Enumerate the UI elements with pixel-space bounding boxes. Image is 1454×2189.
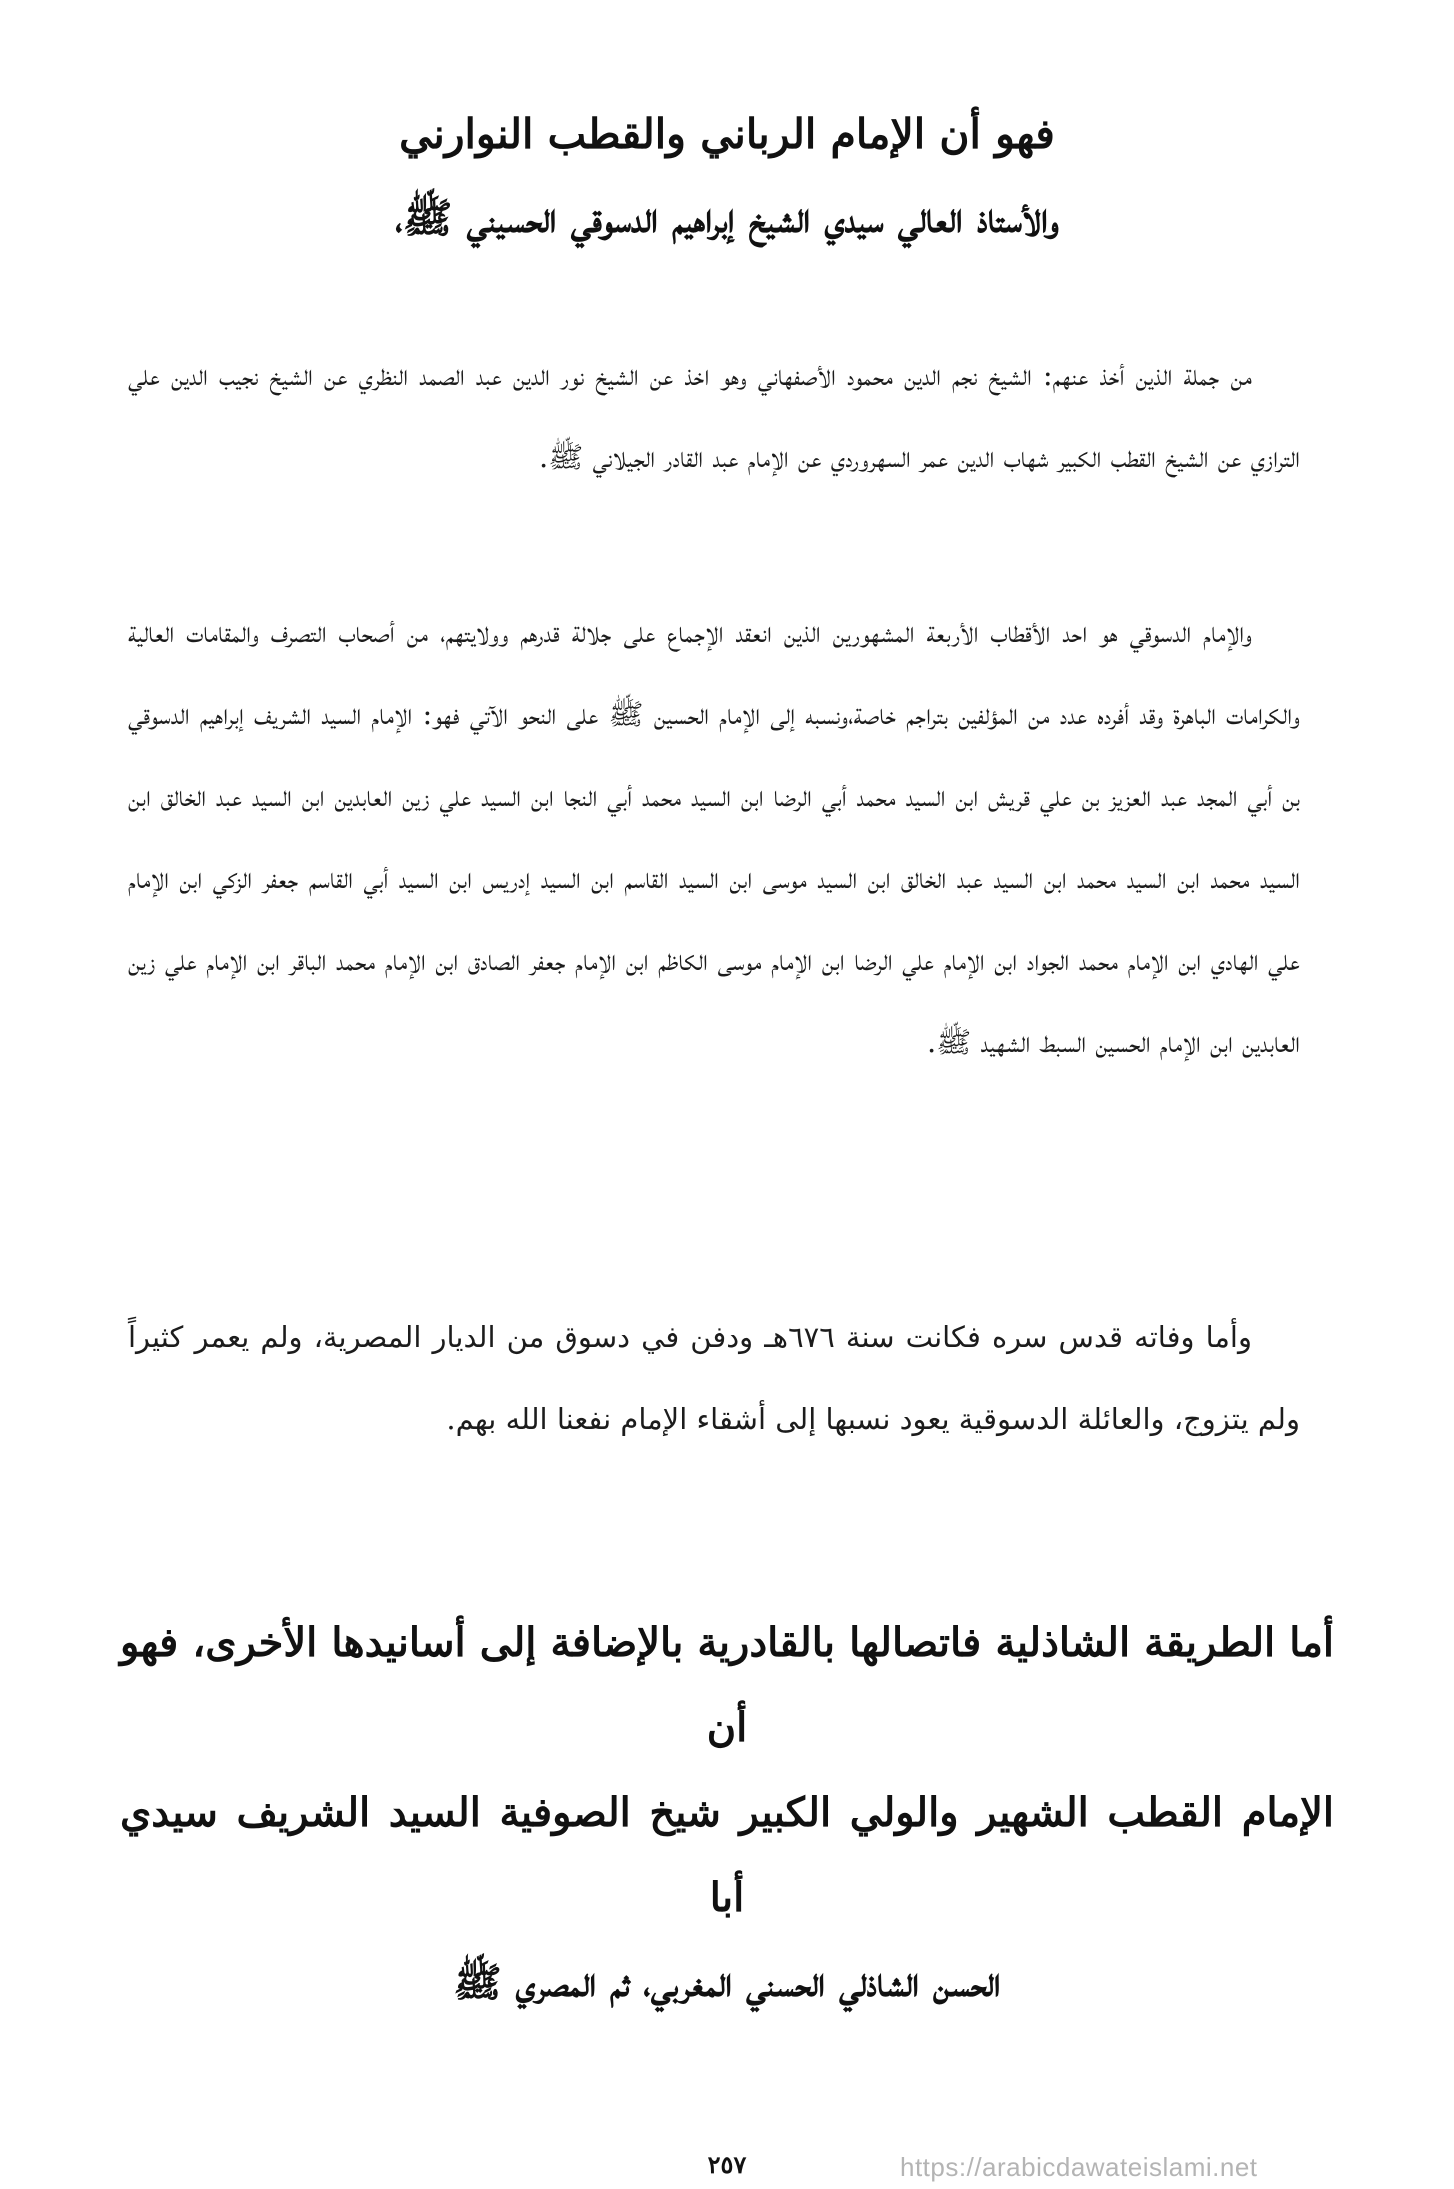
paragraph-death [128,1296,1300,1460]
watermark-url: https://arabicdawateislami.net [900,2152,1258,2182]
paragraph-text: وأما وفاته قدس سره فكانت سنة ٦٧٦هـ ودفن في دسوق من الديار المصرية، ولم يعمر كثيراً ولم يتزوج، والعائلة الدسوقية يعود نسبها إلى أشقاء الإمام نفعنا الله بهم. [128,1320,1300,1436]
section-heading-top [120,92,1334,260]
heading-line: الحسن الشاذلي الحسني المغربي، ثم المصري ﷺ [453,1959,1001,2006]
heading-line: فهو أن الإمام الرباني والقطب النوارني [399,110,1055,158]
heading-line: أما الطريقة الشاذلية فاتصالها بالقادرية بالإضافة إلى أسانيدها الأخرى، فهو أن [120,1619,1334,1751]
paragraph-text: والإمام الدسوقي هو احد الأقطاب الأربعة المشهورين الذين انعقد الإجماع على جلالة قدرهم وولايتهم، من أصحاب التصرف والمقامات العالية والكرامات الباهرة وقد أفرده عدد من المؤلفين بتراجم خاصة،ونسبه إلى الإمام الحسين ﷺ على النحو الآتي فهو: الإمام السيد الشريف إبراهيم الدسوقي بن أبي المجد عبد العزيز بن علي قريش ابن السيد محمد أبي الرضا ابن السيد محمد أبي النجا ابن السيد علي زين العابدين ابن السيد عبد الخالق ابن السيد محمد ابن السيد محمد ابن السيد عبد الخالق ابن السيد موسى ابن السيد القاسم ابن السيد إدريس ابن السيد أبي القاسم جعفر الزكي ابن الإمام علي الهادي ابن الإمام محمد الجواد ابن الإمام علي الرضا ابن الإمام موسى الكاظم ابن الإمام جعفر الصادق ابن الإمام محمد الباقر ابن الإمام علي زين العابدين ابن الإمام الحسين السبط الشهيد ﷺ. [128,615,1300,1059]
heading-line: الإمام القطب الشهير والولي الكبير شيخ الصوفية السيد الشريف سيدي أبا [120,1789,1334,1921]
section-heading-shadhili [120,1600,1334,2025]
paragraph-text: من جملة الذين أخذ عنهم: الشيخ نجم الدين محمود الأصفهاني وهو اخذ عن الشيخ نور الدين عبد الصمد النظري عن الشيخ نجيب الدين علي الترازي عن الشيخ القطب الكبير شهاب الدين عمر السهروردي عن الإمام عبد القادر الجيلاني ﷺ. [128,358,1300,474]
page-number: ٢٥٧ [707,2150,747,2179]
paragraph-lineage-teachers [128,334,1300,498]
paragraph-genealogy [128,591,1300,1083]
heading-line: والأستاذ العالي سيدي الشيخ إبراهيم الدسوقي الحسيني ﷺ، [394,194,1060,242]
